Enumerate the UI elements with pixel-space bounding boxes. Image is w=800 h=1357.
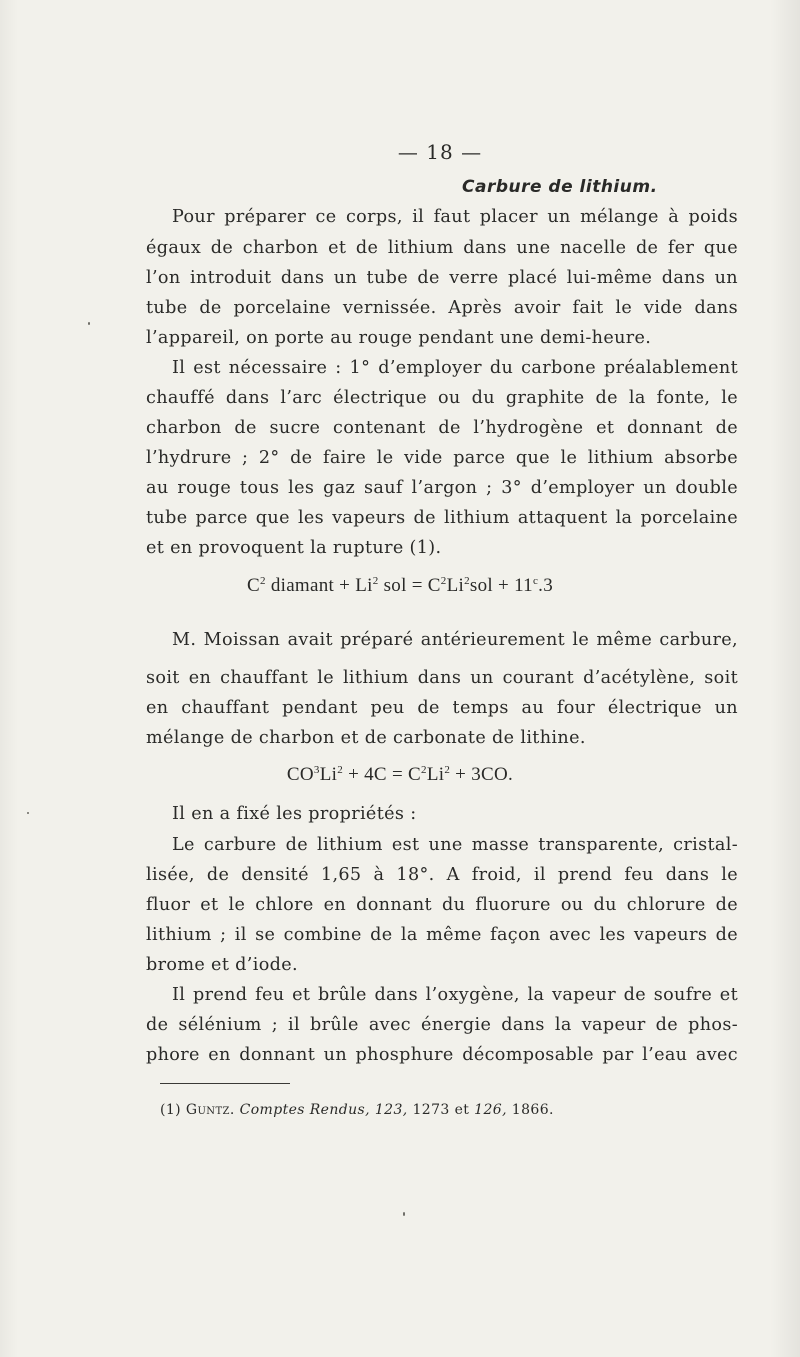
text-line: de sélénium ; il brûle avec énergie dans la vapeur de phos- [146,1015,738,1035]
text-line: et en provoquent la rupture (1). [146,538,442,558]
text-line: au rouge tous les gaz sauf l’argon ; 3° d’employer un double [146,478,738,498]
formula-sup: 2 [440,575,447,587]
formula-part: diamant + Li [265,575,373,596]
formula-sup: 2 [464,575,470,587]
page-number: — 18 — [397,140,483,164]
text-line: phore en donnant un phosphure décomposable par l’eau avec [146,1045,738,1065]
text-line: soit en chauffant le lithium dans un courant d’acétylène, soit [146,668,738,688]
text-line: brome et d’iode. [146,955,298,975]
formula-sup: 2 [372,575,379,587]
footnote-volume: 123, [374,1102,408,1118]
footnote-year: 1866. [511,1102,554,1118]
text-line: en chauffant pendant peu de temps au four électrique un [146,698,738,718]
formula-part: Li [426,764,445,785]
chemical-equation [0,574,800,598]
formula-sup: 2 [259,575,266,587]
section-title: Carbure de lithium. [462,177,658,197]
footnote-marker: (1) [160,1102,182,1118]
footnote-page: 1273 [412,1102,450,1118]
text-line: l’appareil, on porte au rouge pendant une demi-heure. [146,328,652,348]
text-line: lithium ; il se combine de la même façon avec les vapeurs de [146,925,738,945]
footnote-rule [160,1083,290,1084]
text-line: Il en a fixé les propriétés : [172,804,417,824]
footnote-volume: 126, [474,1102,507,1118]
text-line: l’hydrure ; 2° de faire le vide parce que le lithium absorbe [146,448,738,468]
formula-part: sol + 11 [469,575,533,596]
text-line: l’on introduit dans un tube de verre placé lui-même dans un [146,268,738,288]
formula-sup: 2 [337,764,344,776]
formula-sup: 2 [444,764,451,776]
footnote [160,1100,554,1120]
formula-part: + 3CO. [450,764,514,785]
formula-sup: 2 [421,764,427,776]
scan-speck [88,322,90,325]
formula-part: .3 [538,575,554,596]
text-line: tube parce que les vapeurs de lithium attaquent la porcelaine [146,508,738,528]
text-line: tube de porcelaine vernissée. Après avoir fait le vide dans [146,298,738,318]
text-line: Pour préparer ce corps, il faut placer un mélange à poids [172,207,738,227]
scan-speck [403,1212,405,1216]
formula-part: sol = C [378,575,441,596]
text-line: mélange de charbon et de carbonate de lithine. [146,728,586,748]
text-line: Il est nécessaire : 1° d’employer du carbone préalablement [172,358,738,378]
formula-sup: c [532,575,539,587]
text-line: M. Moissan avait préparé antérieurement le même carbure, [172,630,738,650]
formula-sup: 3 [313,764,320,776]
formula-part: C [246,575,260,596]
footnote-conjunction: et [454,1102,470,1118]
formula-part: + 4C = C [343,764,421,785]
chemical-equation [0,763,800,787]
text-line: charbon de sucre contenant de l’hydrogène et donnant de [146,418,738,438]
text-line: égaux de charbon et de lithium dans une nacelle de fer que [146,238,738,258]
scan-speck [27,812,29,814]
text-line: Le carbure de lithium est une masse transparente, cristal- [172,835,738,855]
text-line: Il prend feu et brûle dans l’oxygène, la vapeur de soufre et [172,985,738,1005]
formula-part: Li [446,575,465,596]
text-line: chauffé dans l’arc électrique ou du graphite de la fonte, le [146,388,738,408]
footnote-journal: Comptes Rendus, [239,1102,370,1118]
formula-part: Li [319,764,338,785]
text-line: fluor et le chlore en donnant du fluorure ou du chlorure de [146,895,738,915]
text-line: lisée, de densité 1,65 à 18°. A froid, il prend feu dans le [146,865,738,885]
formula-part: CO [286,764,314,785]
footnote-author: Guntz. [185,1102,235,1118]
